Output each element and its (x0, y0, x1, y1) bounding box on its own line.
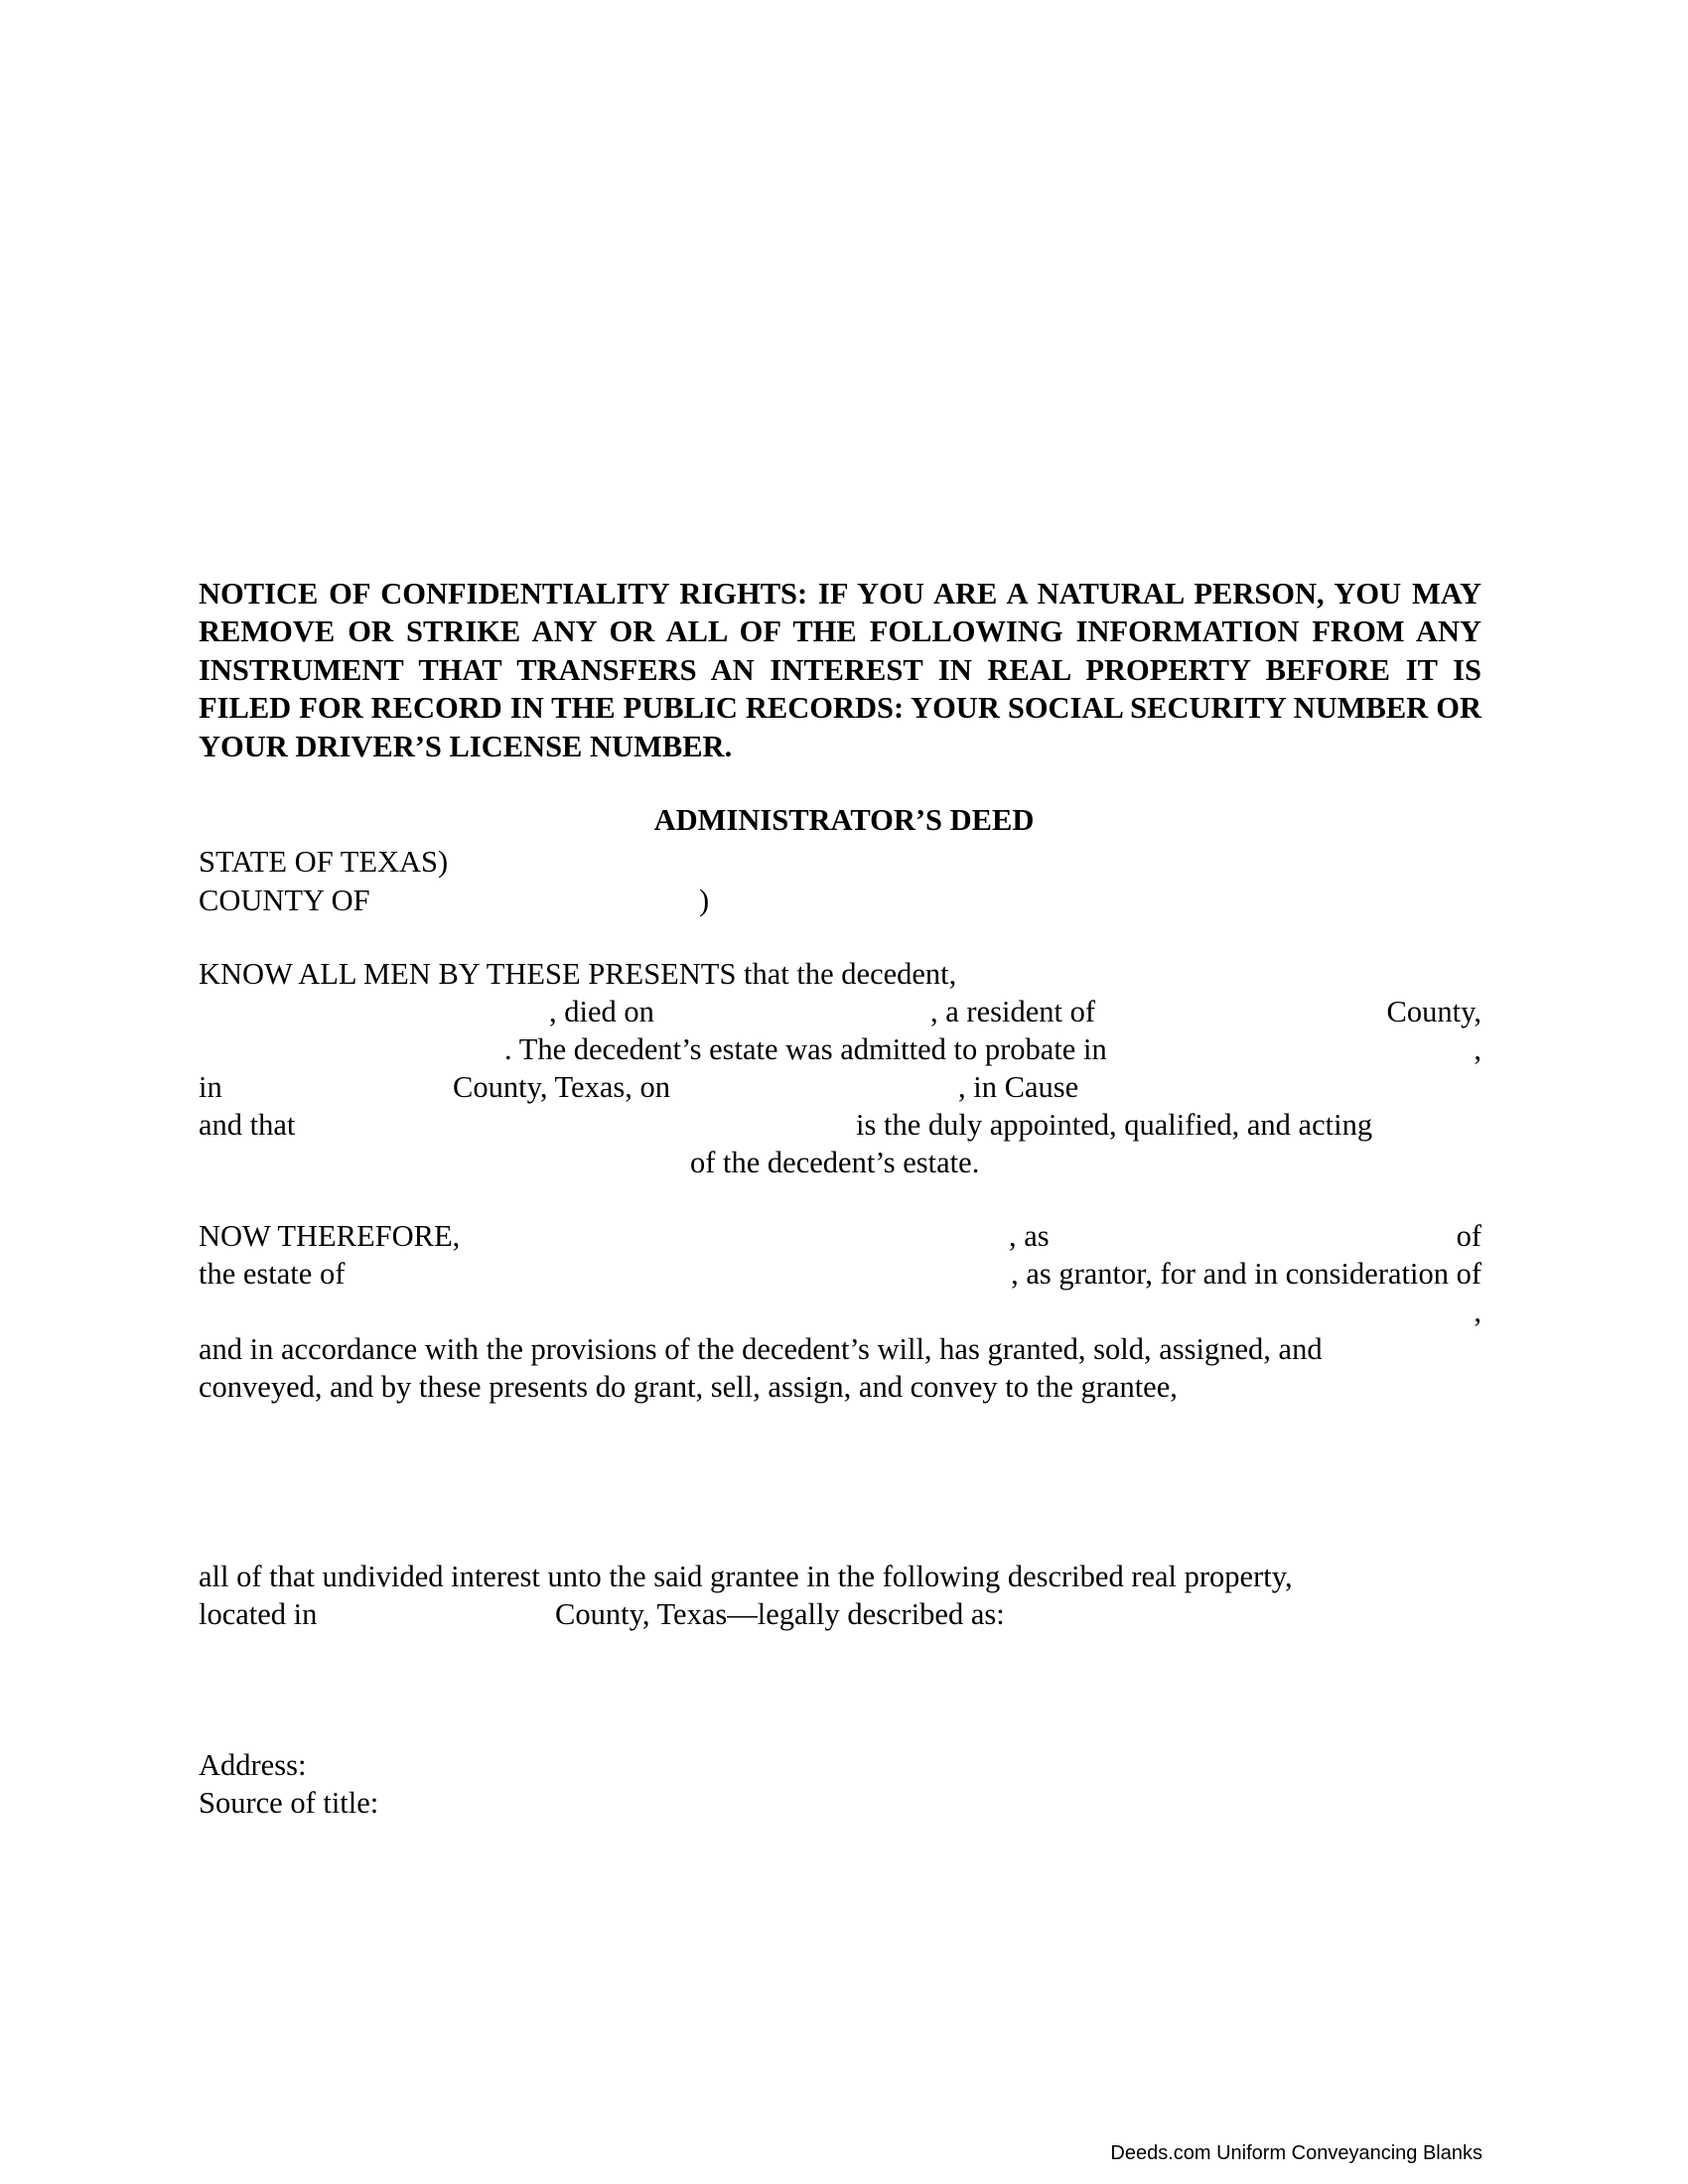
recital-line-1: KNOW ALL MEN BY THESE PRESENTS that the decedent, (199, 957, 957, 991)
recital-in-cause: , in Cause (958, 1070, 1079, 1104)
grant-line-4: and in accordance with the provisions of the decedent’s will, has granted, sold, assigned, and (199, 1332, 1323, 1366)
grant-comma: , (1474, 1295, 1481, 1328)
property-county-description: County, Texas—legally described as: (555, 1597, 1005, 1631)
recital-died-on: , died on (549, 995, 654, 1028)
county-of-label: COUNTY OF (199, 884, 370, 917)
recital-and-that: and that (199, 1108, 296, 1142)
property-located-in: located in (199, 1597, 318, 1631)
grant-of: of (1456, 1219, 1481, 1253)
recital-admitted-to-probate: . The decedent’s estate was admitted to probate in (504, 1032, 1107, 1066)
property-line-1: all of that undivided interest unto the said grantee in the following described real property, (199, 1560, 1293, 1593)
recital-county-suffix: County, (1386, 995, 1481, 1028)
source-of-title-label: Source of title: (199, 1786, 379, 1820)
confidentiality-notice: NOTICE OF CONFIDENTIALITY RIGHTS: IF YOU ARE A NATURAL PERSON, YOU MAY REMOVE OR STRIKE ANY OR ALL OF THE FOLLOWING INFORMATION FROM ANY INSTRUMENT THAT TRANSFERS AN INTEREST IN REAL PROPERTY BEFORE IT IS FILED FOR RECORD IN THE PUBLIC RECORDS: YOUR SOCIAL SECURITY NUMBER OR YOUR DRIVER’S LICENSE NUMBER. (199, 577, 1481, 763)
state-of-texas: STATE OF TEXAS) (199, 845, 449, 879)
address-label: Address: (199, 1748, 307, 1782)
page-footer: Deeds.com Uniform Conveyancing Blanks (1110, 2142, 1482, 2164)
county-of-paren: ) (699, 884, 710, 917)
recital-county-texas-on: County, Texas, on (453, 1070, 670, 1104)
grant-as-grantor: , as grantor, for and in consideration of (1011, 1257, 1481, 1291)
document-title: ADMINISTRATOR’S DEED (653, 803, 1035, 837)
recital-in: in (199, 1070, 222, 1104)
grant-as: , as (1009, 1219, 1050, 1253)
grant-line-5: conveyed, and by these presents do grant, sell, assign, and convey to the grantee, (199, 1370, 1178, 1404)
recital-comma: , (1474, 1032, 1481, 1066)
recital-of-estate: of the decedent’s estate. (690, 1146, 980, 1179)
grant-now-therefore: NOW THEREFORE, (199, 1219, 461, 1253)
recital-duly-appointed: is the duly appointed, qualified, and acting (856, 1108, 1373, 1142)
recital-resident-of: , a resident of (930, 995, 1095, 1028)
grant-estate-of: the estate of (199, 1257, 346, 1291)
